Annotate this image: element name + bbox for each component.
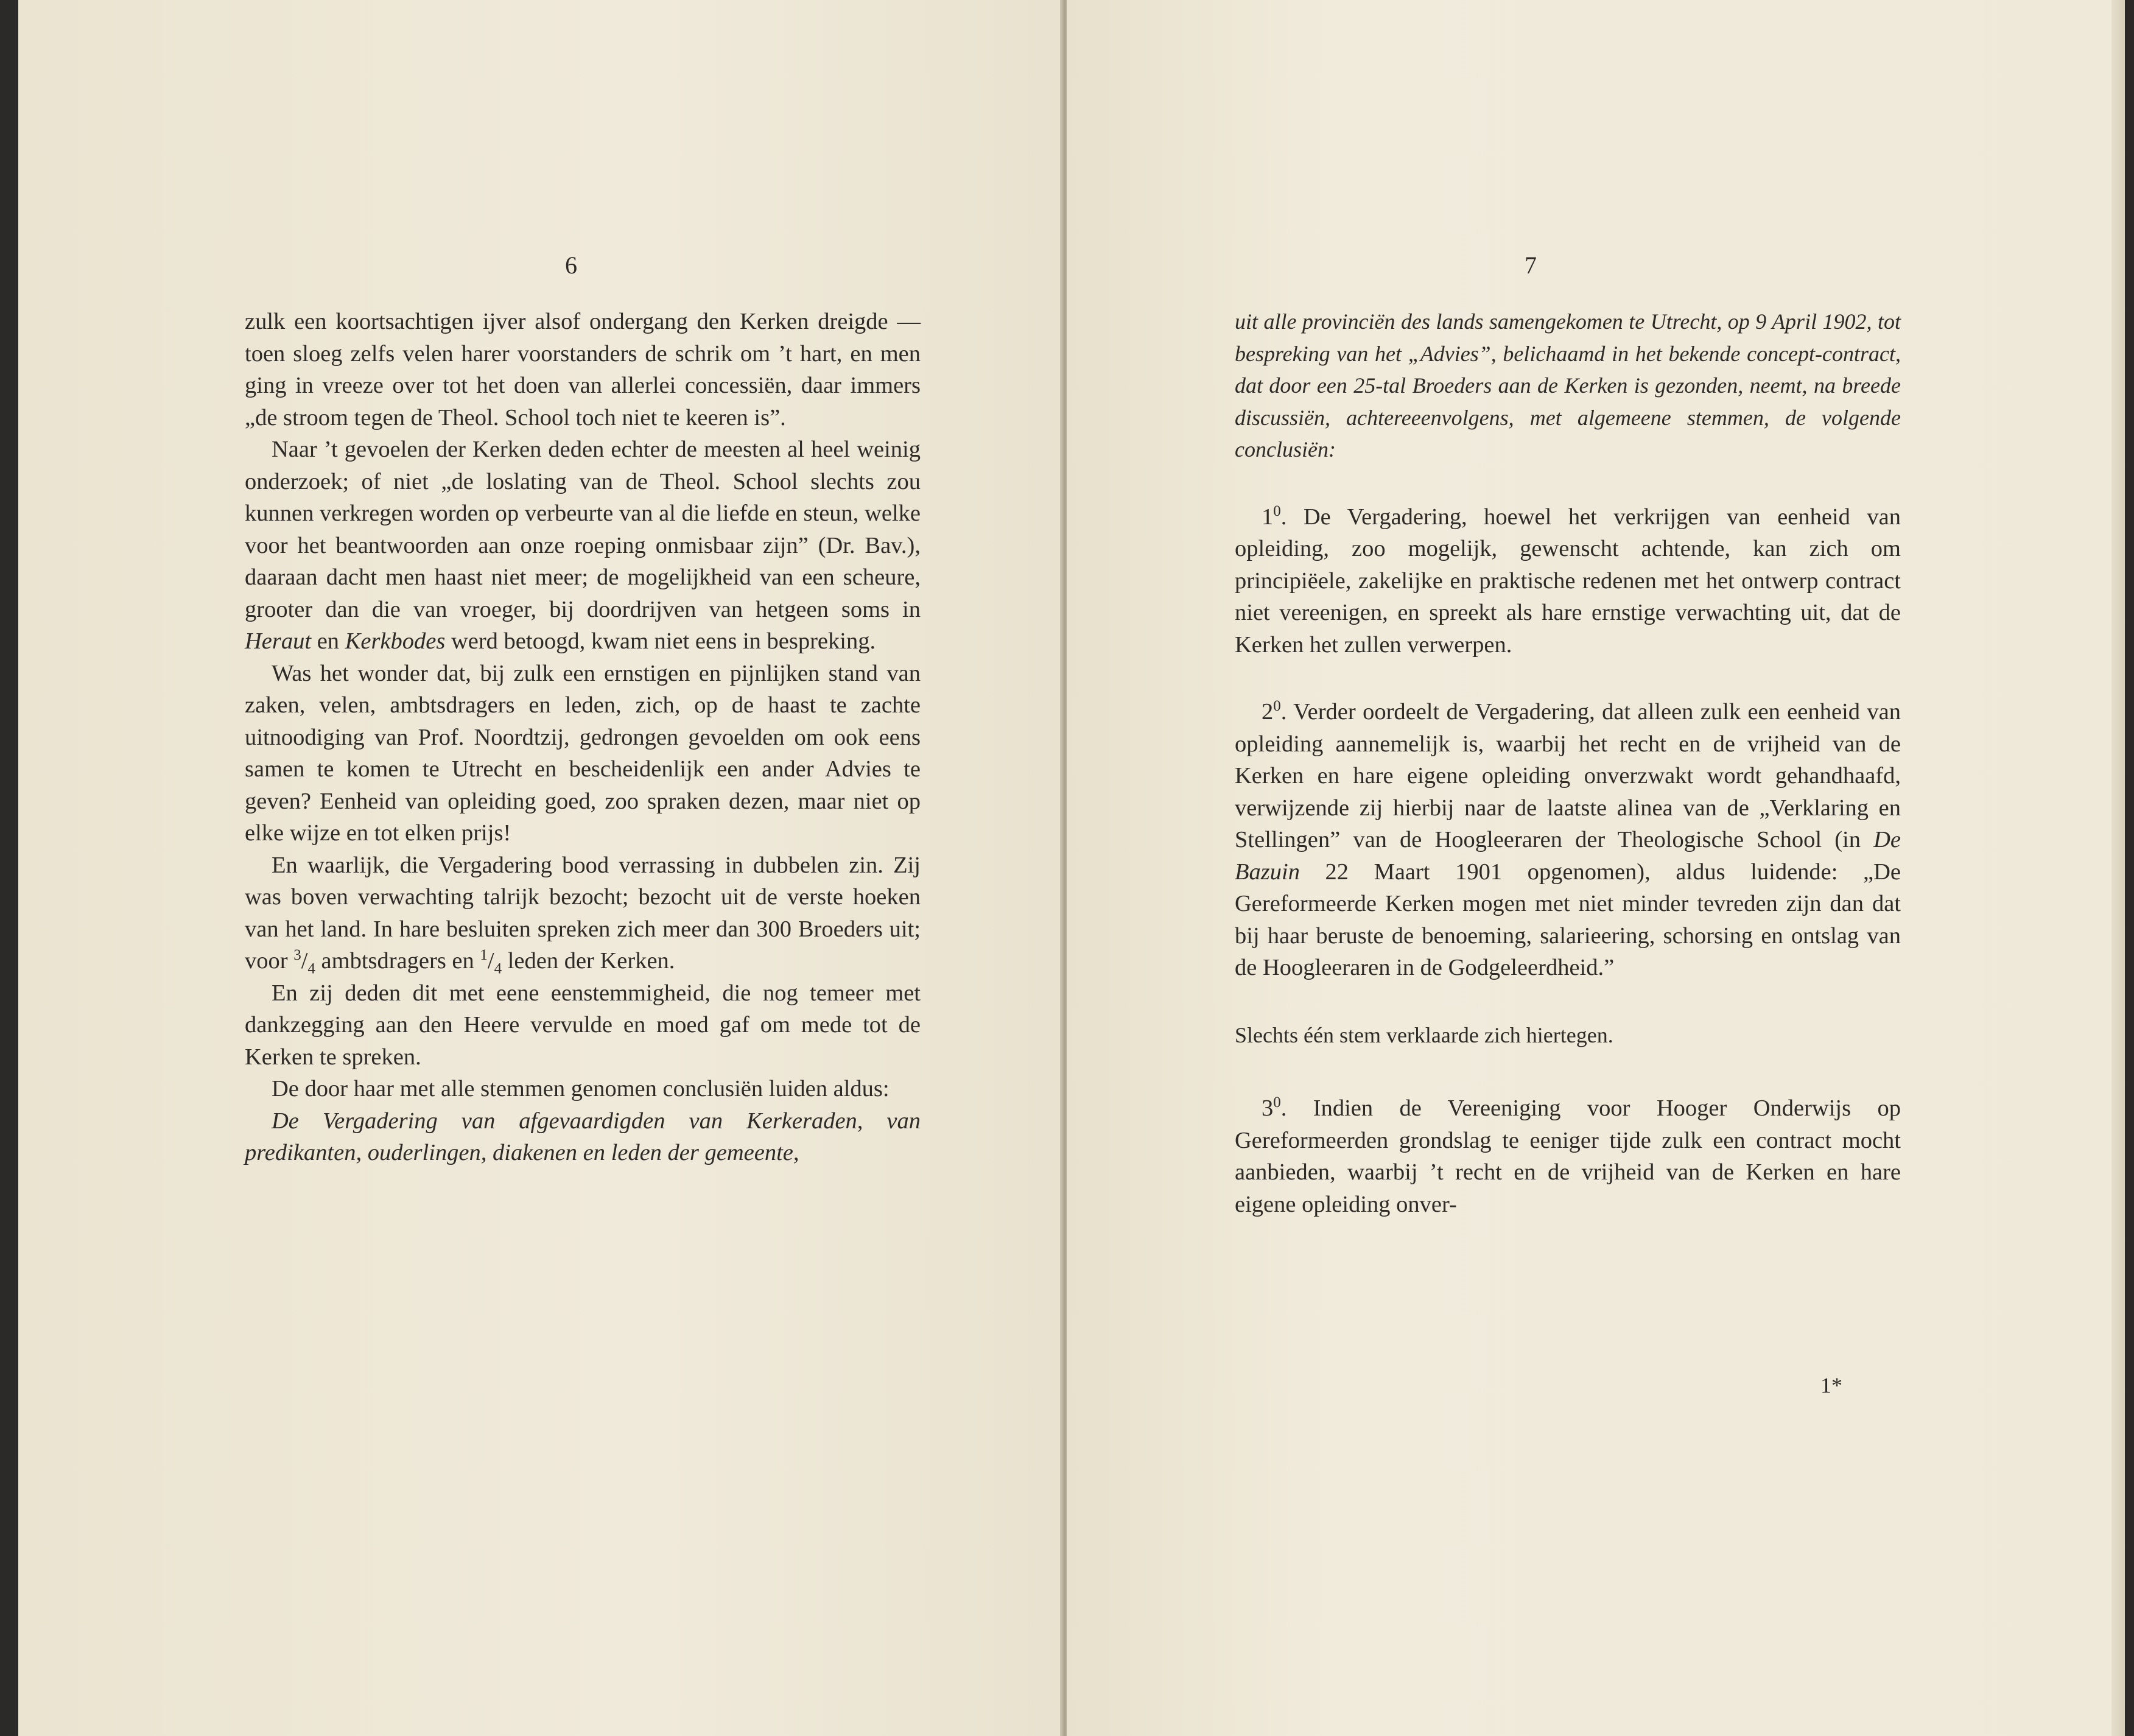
- right-text-column: [1235, 306, 1901, 1220]
- left-page: [18, 0, 1062, 1736]
- paragraph: Was het wonder dat, bij zulk een ernstigen en pijnlijken stand van zaken, velen, ambtsdragers en leden, zich, op de haast te zachte uitnoodiging van Prof. Noordtzij, gedrongen gevoelden om ook eens samen te komen te Utrecht en bescheidenlijk een ander Advies te geven? Eenheid van opleiding goed, zoo spraken dezen, maar niet op elke wijze en tot elken prijs!: [245, 660, 921, 846]
- conclusion-2: $2^0$. Verder oordeelt de Vergadering, dat alleen zulk een eenheid van opleiding aannemelijk is, waarbij het recht en de vrijheid van de Kerken en hare eigene opleiding onverzwakt wordt gehandhaafd, verwijzende zij hierbij naar de laatste alinea van de „Verklaring en Stellingen” van de Hoogleeraren der Theologische School (in De Bazuin 22 Maart 1901 opgenomen), aldus luidende: „De Gereformeerde Kerken mogen met niet minder tevreden zijn dan dat bij haar beruste de benoeming, salarieering, schorsing en ontslag van de Hoogleeraren in de Godgeleerdheid.”: [1235, 698, 1901, 980]
- kerkbodes-title: Kerkbodes: [345, 628, 446, 654]
- paragraph-italic: De Vergadering van afgevaardigden van Kerkeraden, van predikanten, ouderlingen, diakenen en leden der gemeente,: [245, 1108, 921, 1165]
- page-number-right: 7: [1525, 251, 1537, 279]
- conclusion-3: $3^0$. Indien de Vereeniging voor Hooger Onderwijs op Gereformeerden grondslag te eeniger tijde zulk een contract mocht aanbieden, waarbij ’t recht en de vrijheid van de Kerken en hare eigene opleiding onver-: [1235, 1094, 1901, 1217]
- left-text-column: [245, 306, 921, 1169]
- intro-italic: uit alle provinciën des lands samengekomen te Utrecht, op 9 April 1902, tot bespreking van het „Advies”, belichaamd in het bekende concept-contract, dat door een 25-tal Broeders aan de Kerken is gezonden, neemt, na breede discussiën, achtereeenvolgens, met algemeene stemmen, de volgende conclusiën:: [1235, 309, 1901, 462]
- right-page: [1067, 0, 2125, 1736]
- paragraph: Naar ’t gevoelen der Kerken deden echter de meesten al heel weinig onderzoek; of niet „de loslating van de Theol. School slechts zou kunnen verkregen worden op verbeurte van al die liefde en steun, welke voor het beantwoorden aan onze roeping onmisbaar zijn” (Dr. Bav.), daaraan dacht men haast niet meer; de mogelijkheid van een scheure, grooter dan die van vroeger, bij doordrijven van hetgeen soms in Heraut en Kerkbodes werd betoogd, kwam niet eens in bespreking.: [245, 437, 921, 654]
- paragraph: De door haar met alle stemmen genomen conclusiën luiden aldus:: [272, 1076, 890, 1102]
- paragraph: En waarlijk, die Vergadering bood verrassing in dubbelen zin. Zij was boven verwachting talrijk bezocht; bezocht uit de verste hoeken van het land. In hare besluiten spreken zich meer dan 300 Broeders uit; voor $^3/_4$ ambtsdragers en $^1/_4$ leden der Kerken.: [245, 852, 921, 977]
- page-number-left: 6: [565, 251, 578, 279]
- signature-mark: 1*: [1820, 1373, 1842, 1397]
- book-spread: [18, 0, 2125, 1736]
- vote-note: Slechts één stem verklaarde zich hiertegen.: [1235, 1022, 1613, 1047]
- bazuin-title: De Bazuin: [1235, 827, 1901, 885]
- heraut-title: Heraut: [245, 628, 312, 654]
- page-edge: [2111, 0, 2125, 1736]
- paragraph: En zij deden dit met eene eenstemmigheid, die nog temeer met dankzegging aan den Heere vervulde en moed gaf om mede tot de Kerken te spreken.: [245, 980, 921, 1070]
- conclusion-1: $1^0$. De Vergadering, hoewel het verkrijgen van eenheid van opleiding, zoo mogelijk, gewenscht achtende, kan zich om principiëele, zakelijke en praktische redenen met het ontwerp contract niet vereenigen, en spreekt als hare ernstige verwachting uit, dat de Kerken het zullen verwerpen.: [1235, 502, 1901, 658]
- paragraph: zulk een koortsachtigen ijver alsof ondergang den Kerken dreigde — toen sloeg zelfs velen harer voorstanders de schrik om ’t hart, en men ging in vreeze over tot het doen van allerlei concessiën, daar immers „de stroom tegen de Theol. School toch niet te keeren is”.: [245, 309, 921, 430]
